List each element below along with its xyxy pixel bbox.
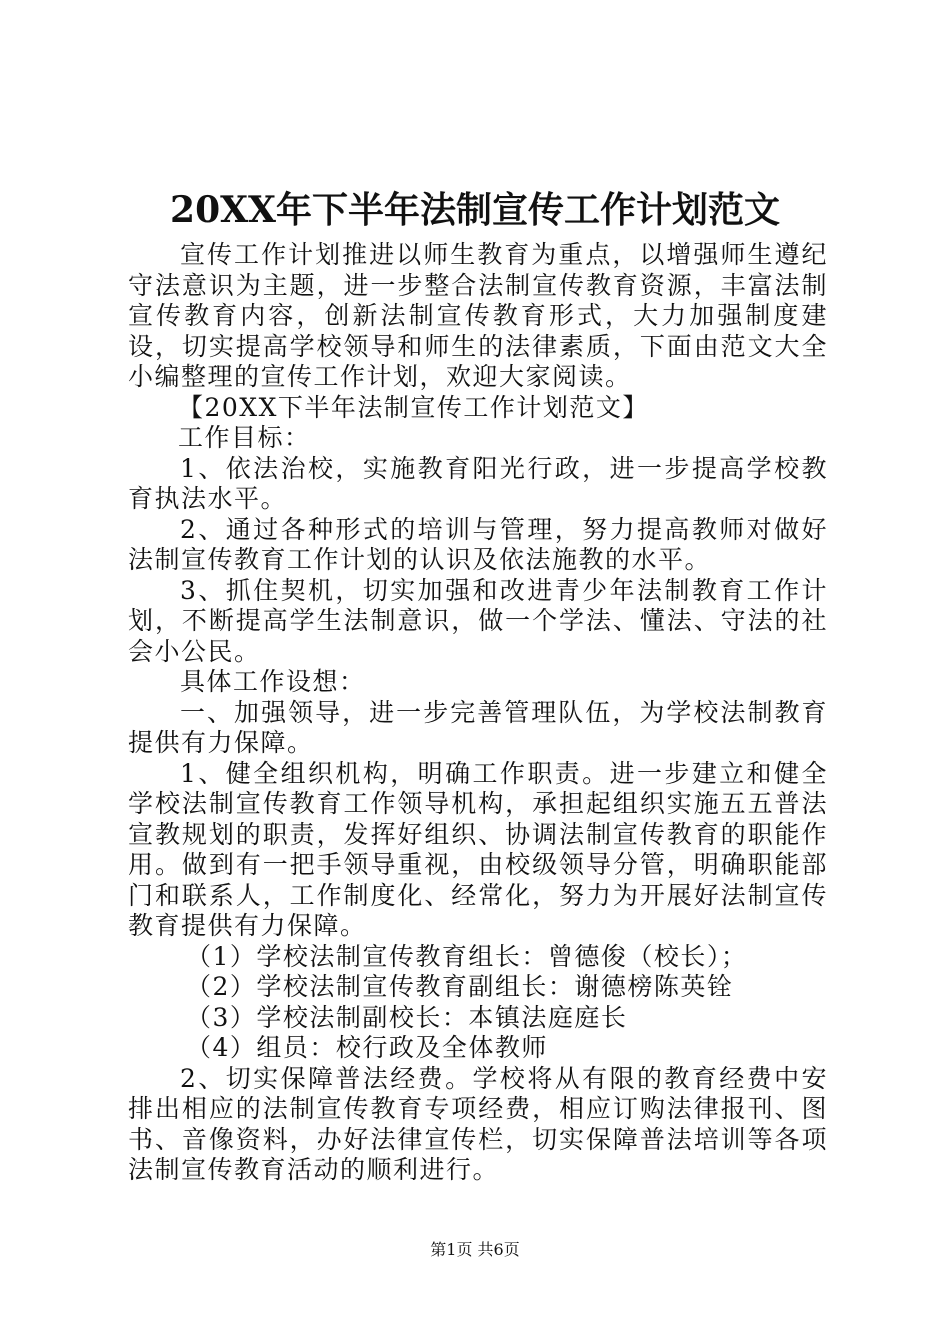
plan-item: 1、健全组织机构，明确工作职责。进一步建立和健全学校法制宣传教育工作领导机构，承担起组织实施五五普法宣教规划的职责，发挥好组织、协调法制宣传教育的职能作用。做到有一把手领导重视，由校级领导分管，明确职能部门和联系人，工作制度化、经常化，努力为开展好法制宣传教育提供有力保障。	[128, 758, 828, 940]
member-list-item: （3）学校法制副校长：本镇法庭庭长	[186, 1002, 628, 1032]
plan-item: 2、切实保障普法经费。学校将从有限的教育经费中安排出相应的法制宣传教育专项经费，相应订购法律报刊、图书、音像资料，办好法律宣传栏，切实保障普法培训等各项法制宣传教育活动的顺利进行。	[128, 1063, 828, 1184]
page-footer: 第1页 共6页	[430, 1240, 520, 1259]
goal-item: 3、抓住契机，切实加强和改进青少年法制教育工作计划，不断提高学生法制意识，做一个学法、懂法、守法的社会小公民。	[128, 575, 828, 666]
member-list-item: （2）学校法制宣传教育副组长：谢德榜陈英铨	[186, 972, 734, 1001]
document-body	[128, 240, 828, 1186]
member-list-item: （1）学校法制宣传教育组长：曾德俊（校长）；	[186, 941, 748, 971]
goal-item: 2、通过各种形式的培训与管理，努力提高教师对做好法制宣传教育工作计划的认识及依法施教的水平。	[128, 514, 828, 574]
goal-item: 1、依法治校，实施教育阳光行政，进一步提高学校教育执法水平。	[128, 453, 828, 513]
member-list-item: （4）组员：校行政及全体教师	[186, 1033, 548, 1062]
goals-heading: 工作目标：	[178, 423, 311, 452]
document-title: 20XX年下半年法制宣传工作计划范文	[170, 189, 780, 231]
plan-section-heading: 一、加强领导，进一步完善管理队伍，为学校法制教育提供有力保障。	[128, 697, 828, 757]
section-heading: 【20XX下半年法制宣传工作计划范文】	[178, 392, 649, 422]
intro-paragraph: 宣传工作计划推进以师生教育为重点，以增强师生遵纪守法意识为主题，进一步整合法制宣传教育资源，丰富法制宣传教育内容，创新法制宣传教育形式，大力加强制度建设，切实提高学校领导和师生的法律素质，下面由范文大全小编整理的宣传工作计划，欢迎大家阅读。	[128, 240, 828, 391]
plan-heading: 具体工作设想：	[180, 667, 366, 696]
